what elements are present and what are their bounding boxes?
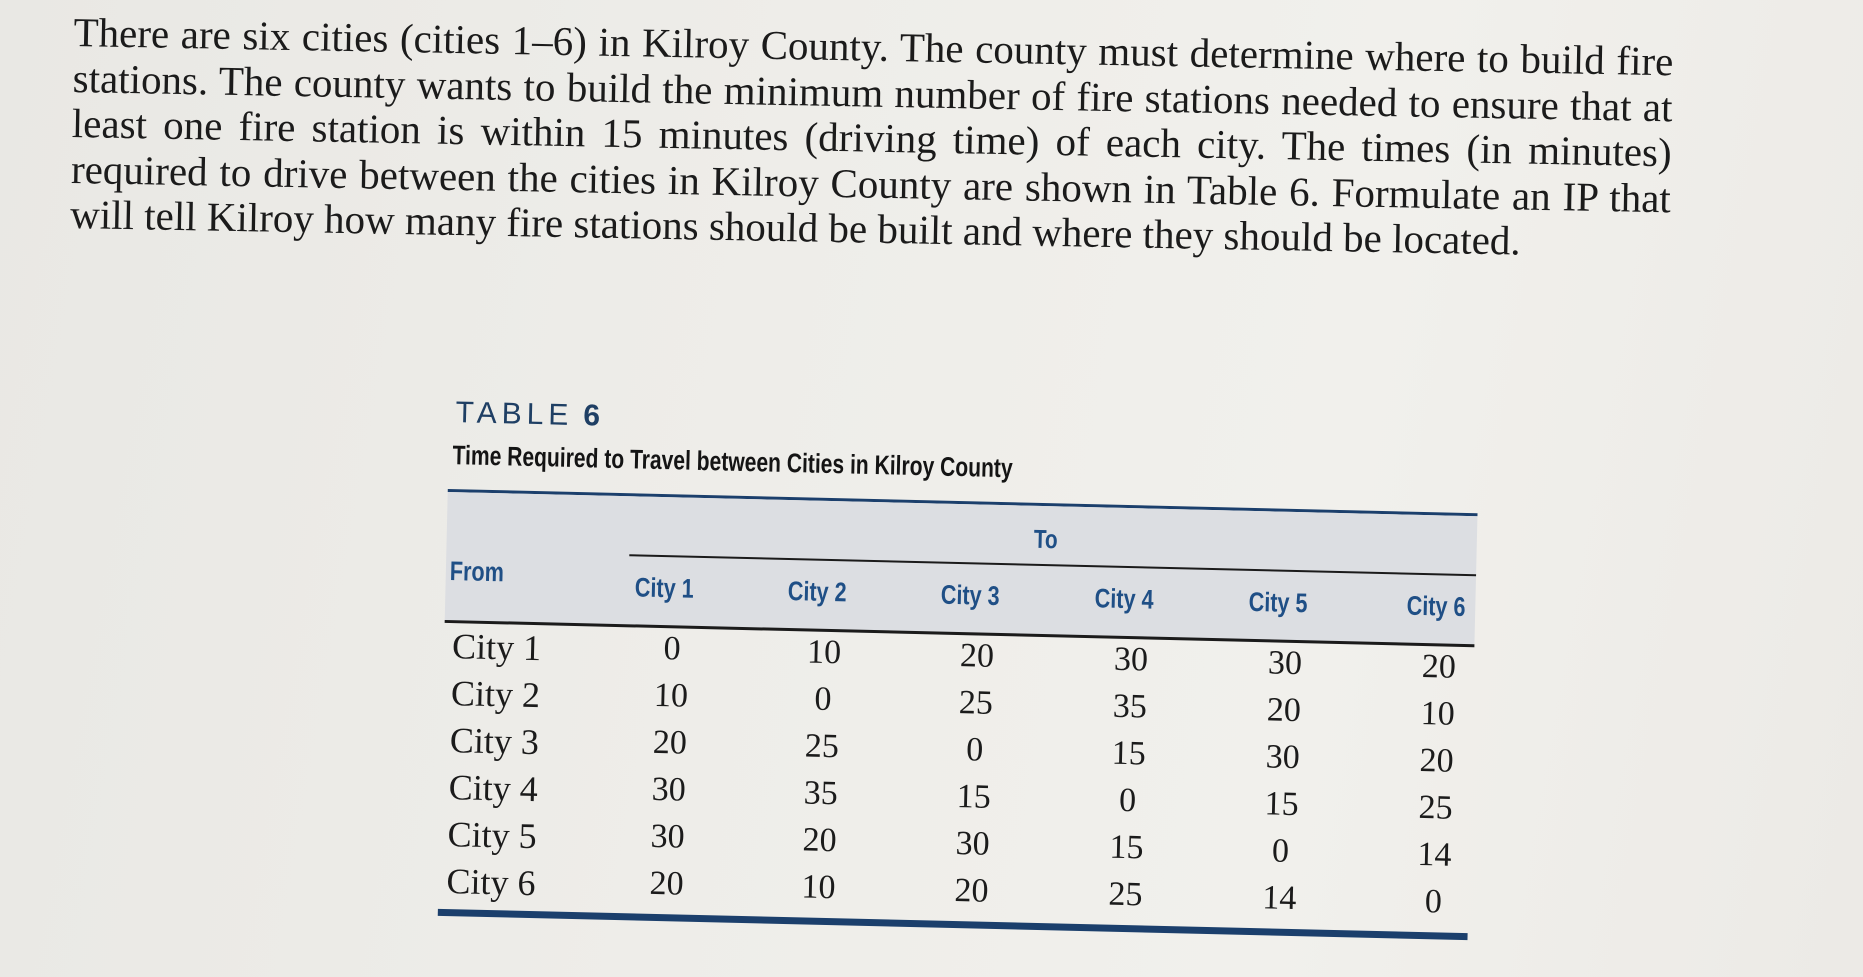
row-header: City 2 [450,673,541,716]
table-cell: 25 [1418,788,1454,827]
table-cell: 30 [651,770,687,809]
table-cell: 0 [1118,781,1137,820]
table-cell: 20 [802,821,838,860]
table-cell: 25 [958,684,994,722]
column-header-city-4: City 4 [1094,583,1154,615]
to-label: To [1033,523,1059,555]
table-cell: 30 [1265,738,1301,777]
problem-statement: There are six cities (cities 1–6) in Kilroy County. The county must determine where to build fire stations. The county wants to build the minimum number of fire stations needed to ensure that at least one fire station is within 15 minutes (driving time) of each city. The times (in minutes) required to drive between the cities in Kilroy County are shown in Table 6. Formulate an IP that will tell Kilroy how many fire stations should be built and where they should be located. [69,9,1674,264]
table-caption: Time Required to Travel between Cities in Kilroy County [452,440,1013,484]
table-header [445,492,1478,647]
table-cell: 10 [801,868,836,907]
table-cell: 15 [1109,828,1144,867]
table-cell: 0 [814,680,832,719]
from-header: From [449,556,505,588]
table-cell: 30 [1267,644,1303,683]
table-cell: 10 [1420,694,1456,733]
table-cell: 14 [1261,879,1297,918]
table-cell: 14 [1417,835,1452,874]
travel-time-table [438,396,1480,940]
table-cell: 0 [1271,832,1290,870]
table-cell: 15 [1111,734,1147,773]
table-cell: 20 [954,872,989,910]
table-cell: 20 [1266,691,1302,730]
table-cell: 20 [1421,647,1457,686]
column-header-city-2: City 2 [787,576,848,608]
table-cell: 20 [652,723,688,762]
table-cell: 15 [956,778,992,816]
table-cell: 30 [1113,640,1149,679]
column-header-city-1: City 1 [634,572,695,604]
table-cell: 0 [1424,883,1443,921]
column-header-city-6: City 6 [1406,590,1466,622]
table-cell: 0 [663,630,682,668]
to-spanner-rule [629,554,1476,576]
table-cell: 30 [955,825,991,863]
table-cell: 30 [650,817,686,856]
row-header: City 4 [448,767,539,810]
table-cell: 35 [1112,687,1148,726]
table-cell: 20 [649,864,685,903]
table-cell: 35 [803,774,839,813]
table-cell: 10 [653,676,689,715]
table-cell: 20 [1419,741,1455,780]
row-header: City 5 [447,814,538,857]
row-header: City 6 [446,861,537,904]
table-label: TABLE 6 [455,396,601,433]
table-body [438,623,1474,933]
table-cell: 20 [959,637,995,675]
table-cell: 25 [1108,875,1143,914]
table-cell: 10 [806,633,842,672]
row-header: City 3 [449,720,540,763]
table-cell: 0 [965,731,984,769]
table-number: 6 [582,399,601,433]
table-cell: 25 [804,727,840,766]
table-cell: 15 [1264,785,1300,824]
row-header: City 1 [451,626,542,669]
column-header-city-5: City 5 [1248,586,1308,619]
column-header-city-3: City 3 [940,579,1000,612]
